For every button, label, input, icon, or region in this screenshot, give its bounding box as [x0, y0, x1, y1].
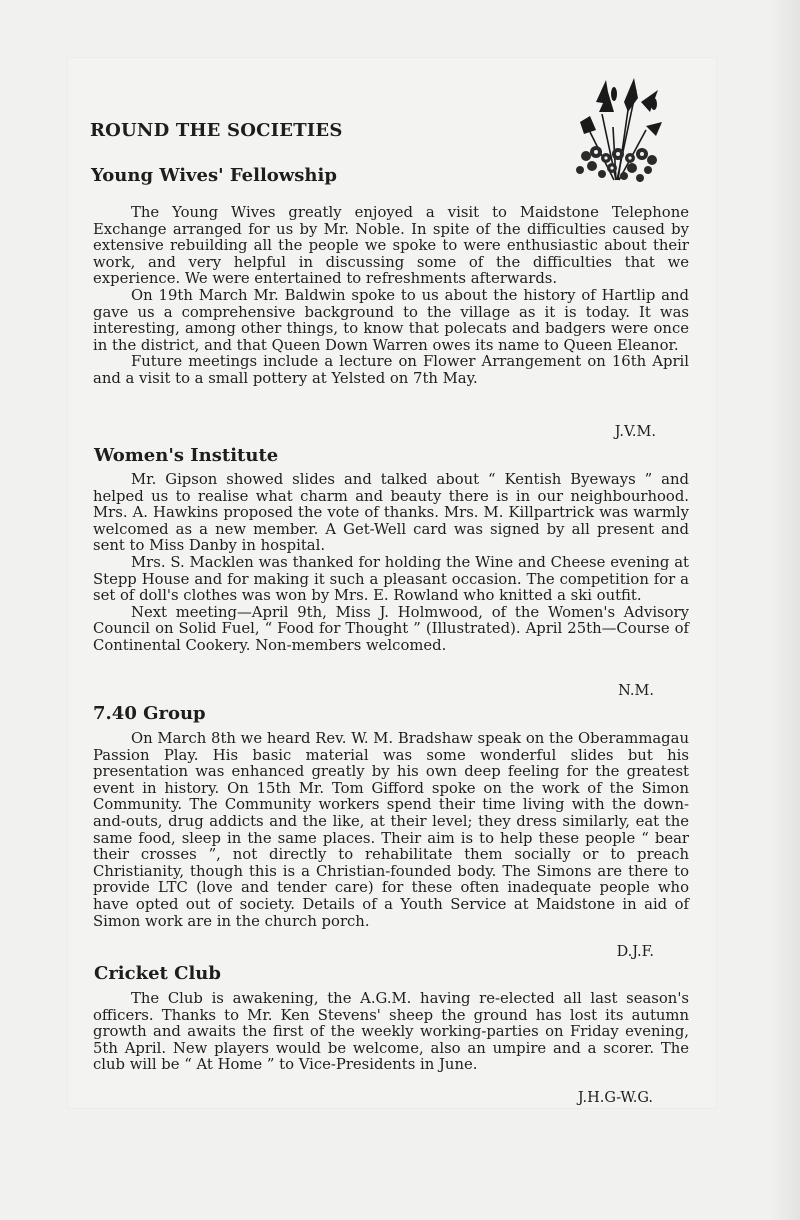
paragraph: The Club is awakening, the A.G.M. having re-elected all last season's officers. Thanks to Mr. Ken Stevens' sheep the ground has lost its autumn growth and awaits the first of the weekly working-parties on Friday evening, 5th April. New players would be welcome, also an umpire and a scorer. The club will be “ At Home ” to Vice-Presidents in June. — [93, 990, 689, 1074]
signature-cricket-club: J.H.G-W.G. — [577, 1090, 653, 1106]
paragraph: Next meeting—April 9th, Miss J. Holmwood, of the Women's Advisory Council on Solid Fuel, “ Food for Thought ” (Illustrated). April 25th—Course of Continental Cookery. Non-members welcomed. — [93, 603, 689, 654]
flower-bouquet-icon — [566, 72, 666, 184]
section-heading-cricket-club: Cricket Club — [94, 963, 221, 984]
paragraph: On 19th March Mr. Baldwin spoke to us about the history of Hartlip and gave us a comprehensive background to the village as it is today. It was interesting, among other things, to know that polecats and badgers were once in the district, and that Queen Down Warren owes its name to Queen Eleanor. — [93, 286, 689, 354]
section-heading-740-group: 7.40 Group — [93, 703, 206, 724]
section-body-womens-institute — [93, 472, 689, 655]
page-title: ROUND THE SOCIETIES — [90, 120, 343, 141]
paragraph: The Young Wives greatly enjoyed a visit to Maidstone Telephone Exchange arranged for us by Mr. Noble. In spite of the difficulties caused by extensive rebuilding all the people we spoke to were enthusiastic about their work, and very helpful in discussing some of the difficulties that we experience. We were entertained to refreshments afterwards. — [93, 204, 689, 288]
signature-740-group: D.J.F. — [616, 944, 654, 960]
signature-young-wives: J.V.M. — [614, 424, 656, 440]
signature-womens-institute: N.M. — [618, 683, 654, 699]
page-edge-shadow — [770, 0, 800, 1220]
paragraph: Future meetings include a lecture on Flower Arrangement on 16th April and a visit to a small pottery at Yelsted on 7th May. — [93, 353, 689, 387]
paragraph: Mr. Gipson showed slides and talked about “ Kentish Byeways ” and helped us to realise what charm and beauty there is in our neighbourhood. Mrs. A. Hawkins proposed the vote of thanks. Mrs. M. Killpartrick was warmly welcomed as a new member. A Get-Well card was signed by all present and sent to Miss Danby in hospital. — [93, 471, 689, 555]
section-body-cricket-club — [93, 991, 689, 1074]
paragraph: Mrs. S. Macklen was thanked for holding the Wine and Cheese evening at Stepp House and for making it such a pleasant occasion. The competition for a set of doll's clothes was won by Mrs. E. Rowland who knitted a ski outfit. — [93, 553, 689, 605]
section-heading-young-wives: Young Wives' Fellowship — [91, 165, 337, 186]
section-body-740-group — [93, 731, 689, 930]
section-body-young-wives — [93, 205, 689, 388]
section-heading-womens-institute: Women's Institute — [94, 445, 279, 466]
paragraph: On March 8th we heard Rev. W. M. Bradshaw speak on the Oberammagau Passion Play. His basic material was some wonderful slides but his presentation was enhanced greatly by his own deep feeling for the greatest event in history. On 15th Mr. Tom Gifford spoke on the work of the Simon Community. The Community workers spend their time living with the down-and-outs, drug addicts and the like, at their level; they dress similarly, eat the same food, sleep in the same places. Their aim is to help these people “ bear their crosses ”, not directly to rehabilitate them socially or to preach Christianity, though this is a Christian-founded body. The Simons are there to provide LTC (love and tender care) for these often inadequate people who have opted out of society. Details of a Youth Service at Maidstone in aid of Simon work are in the church porch. — [93, 730, 689, 930]
